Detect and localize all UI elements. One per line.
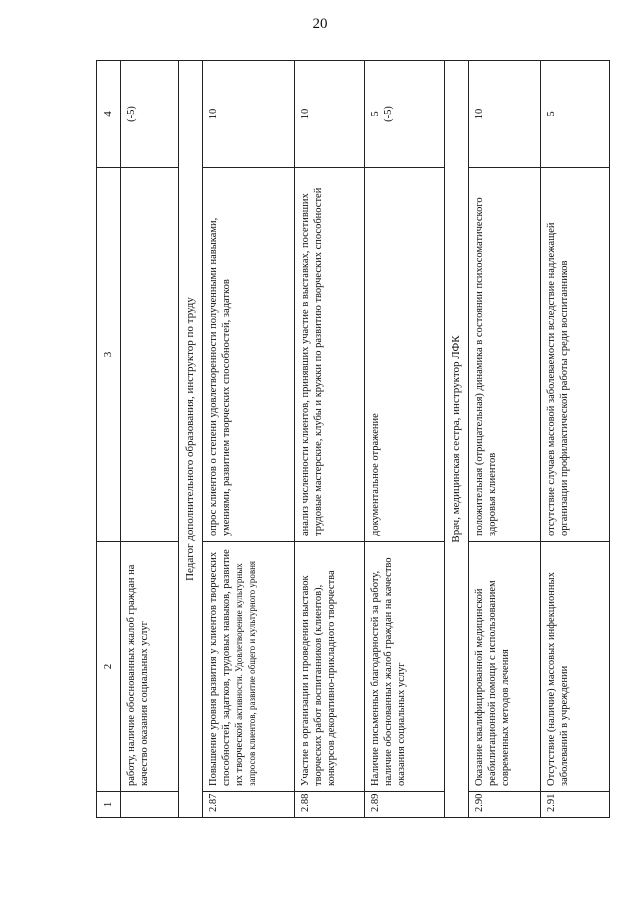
header-col-2: 2 [97, 542, 121, 792]
row-number: 2.89 [365, 792, 445, 818]
row-score: (-5) [121, 61, 179, 168]
row-number: 2.88 [295, 792, 365, 818]
section-title: Врач, медицинская сестра, инструктор ЛФК [445, 61, 469, 818]
table-row [121, 61, 179, 818]
row-method: отсутствие случаев массовой заболеваемости вследствие надлежащей организации профилактической работы среди воспитанников [541, 168, 610, 542]
row-method: документальное отражение [365, 168, 445, 542]
header-col-3: 3 [97, 168, 121, 542]
row-score: 10 [203, 61, 295, 168]
row-criterion: работу, наличие обоснованных жалоб граждан на качество оказания социальных услуг [121, 542, 179, 792]
row-criterion [203, 542, 295, 792]
row-method: анализ численности клиентов, принявших участие в выставках, посетивших трудовые мастерские, клубы и кружки по развитию творческих способностей [295, 168, 365, 542]
row-score: 5 [541, 61, 610, 168]
criterion-small-text: активности. Удовлетворение культурных запросов клиентов, развитие общего и культурного уровня [234, 560, 258, 786]
row-criterion: Оказание квалифицированной медицинской реабилитационной помощи с использованием современных методов лечения [469, 542, 541, 792]
row-number [121, 792, 179, 818]
row-number: 2.91 [541, 792, 610, 818]
header-col-4: 4 [97, 61, 121, 168]
row-score: 10 [295, 61, 365, 168]
table-row [541, 61, 610, 818]
criteria-table [96, 60, 610, 818]
section-title: Педагог дополнительного образования, инструктор по труду [179, 61, 203, 818]
header-col-1: 1 [97, 792, 121, 818]
row-score: 10 [469, 61, 541, 168]
row-criterion: Отсутствие (наличие) массовых инфекционных заболеваний в учреждении [541, 542, 610, 792]
table-row [295, 61, 365, 818]
header-row [97, 61, 121, 818]
rotated-table-container [96, 61, 609, 818]
row-method: опрос клиентов о степени удовлетворенности полученными навыками, умениями, развитием творческих способностей, задатков [203, 168, 295, 542]
page-number: 20 [312, 16, 328, 32]
row-criterion: Участие в организации и проведении выставок творческих работ воспитанников (клиентов), конкурсов декоративно-прикладного творчества [295, 542, 365, 792]
row-number: 2.87 [203, 792, 295, 818]
table-row [469, 61, 541, 818]
row-number: 2.90 [469, 792, 541, 818]
criterion-text: Повышение уровня развития у клиентов творческих способностей, задатков, трудовых навыков, развитие их творческой [208, 549, 246, 786]
section-row [445, 61, 469, 818]
score-penalty: (-5) [383, 106, 395, 122]
row-method: положительная (отрицательная) динамика в состоянии психосоматического здоровья клиентов [469, 168, 541, 542]
row-score [365, 61, 445, 168]
table-row [365, 61, 445, 818]
row-criterion: Наличие письменных благодарностей за работу, наличие обоснованных жалоб граждан на качество оказания социальных услуг [365, 542, 445, 792]
score-value: 5 [370, 111, 381, 117]
table-row [203, 61, 295, 818]
row-method [121, 168, 179, 542]
section-row [179, 61, 203, 818]
